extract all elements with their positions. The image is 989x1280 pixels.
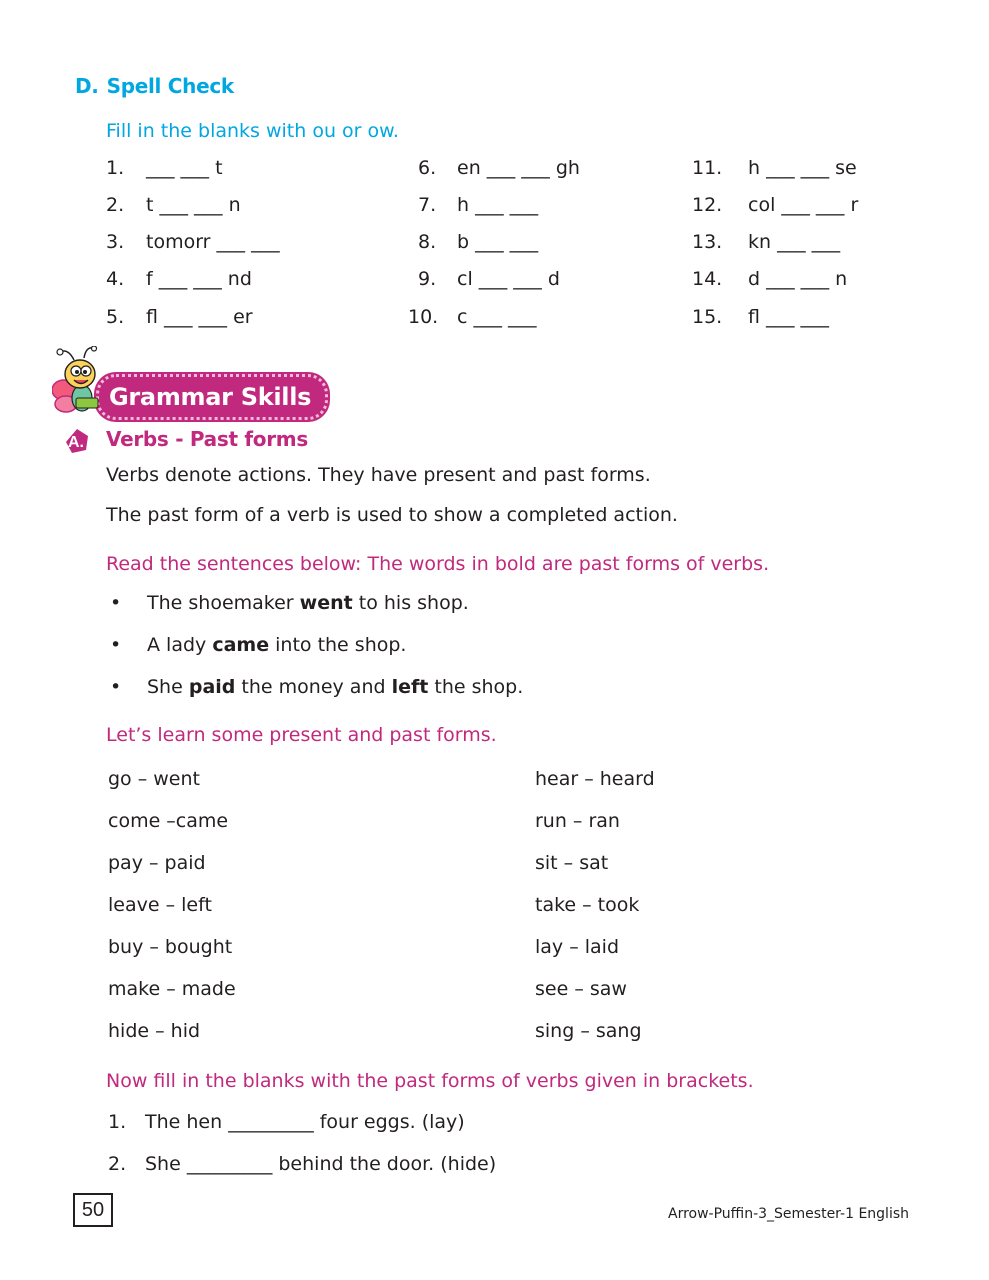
spell-instruction: Fill in the blanks with ou or ow.: [106, 120, 399, 142]
spell-item: 8. b ___ ___: [418, 231, 539, 253]
section-letter: D.: [75, 74, 99, 98]
spell-item: 11. h ___ ___ se: [692, 157, 857, 179]
spell-item: 2. t ___ ___ n: [106, 194, 241, 216]
bullet-sentence: A lady came into the shop.: [147, 634, 407, 656]
verb-pair: make – made: [108, 978, 236, 1000]
verb-pair: take – took: [535, 894, 640, 916]
exercise-item: 2. She _________ behind the door. (hide): [108, 1153, 497, 1175]
section-title-verbs: Verbs - Past forms: [106, 427, 308, 451]
spell-item: 5. fl ___ ___ er: [106, 306, 253, 328]
verb-pair: see – saw: [535, 978, 627, 1000]
verb-pair: leave – left: [108, 894, 212, 916]
verb-pair: go – went: [108, 768, 200, 790]
verb-pair: hear – heard: [535, 768, 655, 790]
bullet-sentence: The shoemaker went to his shop.: [147, 592, 469, 614]
verb-pair: hide – hid: [108, 1020, 201, 1042]
grammar-skills-banner: Grammar Skills: [96, 374, 328, 420]
section-heading: [75, 74, 234, 98]
verb-pair: sit – sat: [535, 852, 609, 874]
verb-pair: pay – paid: [108, 852, 206, 874]
bullet-sentence: She paid the money and left the shop.: [147, 676, 524, 698]
spell-item: 1. ___ ___ t: [106, 157, 223, 179]
section-title: Spell Check: [106, 74, 234, 98]
spell-item: 15. fl ___ ___: [692, 306, 830, 328]
svg-text:A.: A.: [68, 434, 84, 451]
spell-item: 12. col ___ ___ r: [692, 194, 859, 216]
bee-mascot-icon: [52, 346, 112, 418]
spell-item: 7. h ___ ___: [418, 194, 539, 216]
spell-item: 13. kn ___ ___: [692, 231, 841, 253]
instruction-learn: Let’s learn some present and past forms.: [106, 724, 497, 746]
instruction-read: Read the sentences below: The words in bold are past forms of verbs.: [106, 553, 770, 575]
instruction-fill: Now fill in the blanks with the past forms of verbs given in brackets.: [106, 1070, 754, 1092]
bullet-dot: •: [110, 592, 122, 614]
page-number: 50: [73, 1193, 113, 1227]
spell-item: 14. d ___ ___ n: [692, 268, 848, 290]
spell-item: 4. f ___ ___ nd: [106, 268, 252, 290]
spell-item: 10. c ___ ___: [408, 306, 537, 328]
verb-pair: buy – bought: [108, 936, 233, 958]
verb-pair: come –came: [108, 810, 229, 832]
verb-pair: sing – sang: [535, 1020, 642, 1042]
verb-pair: run – ran: [535, 810, 620, 832]
verb-pair: lay – laid: [535, 936, 620, 958]
spell-item: 3. tomorr ___ ___: [106, 231, 280, 253]
paragraph: The past form of a verb is used to show a completed action.: [106, 504, 678, 526]
section-a-badge-icon: [64, 428, 90, 454]
bullet-dot: •: [110, 676, 122, 698]
spell-item: 9. cl ___ ___ d: [418, 268, 560, 290]
spell-item: 6. en ___ ___ gh: [418, 157, 580, 179]
paragraph: Verbs denote actions. They have present and past forms.: [106, 464, 651, 486]
bullet-dot: •: [110, 634, 122, 656]
exercise-item: 1. The hen _________ four eggs. (lay): [108, 1111, 465, 1133]
footer-book-title: Arrow-Puffin-3_Semester-1 English: [668, 1206, 910, 1222]
